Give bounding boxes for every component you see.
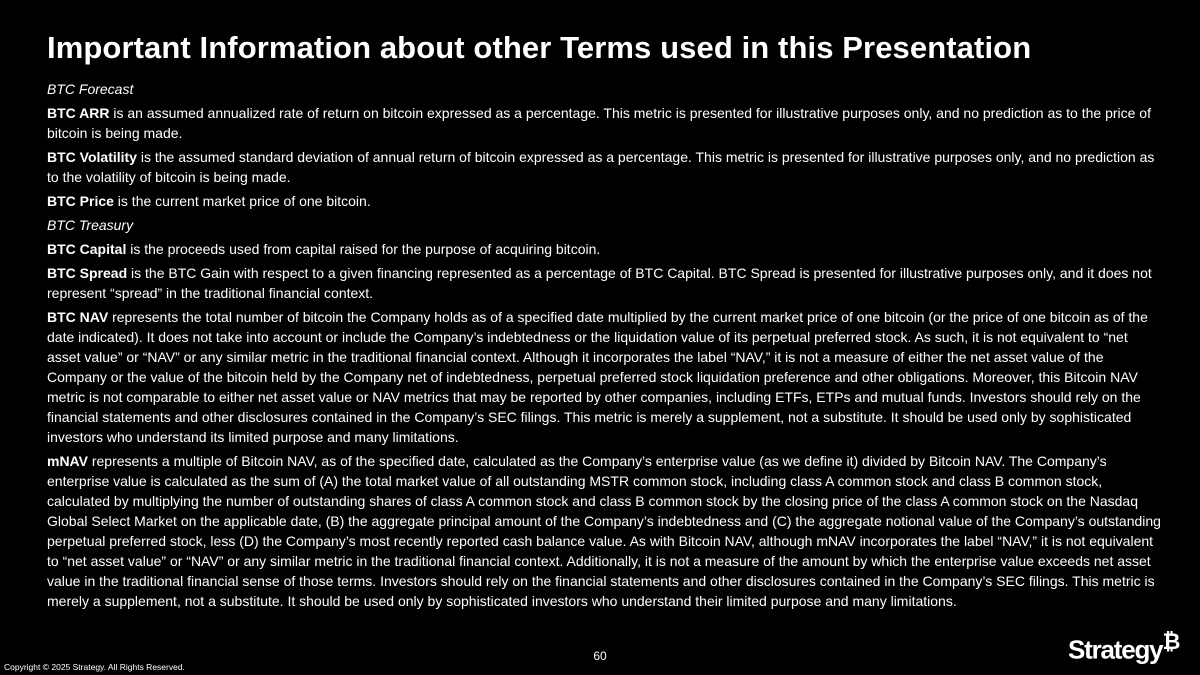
section-heading-btc-treasury: BTC Treasury	[47, 217, 134, 233]
term-definition: is the assumed standard deviation of annual return of bitcoin expressed as a percentage. This metric is presented for illustrative purposes only, and no prediction as to the volatility of bitcoin is being made.	[47, 149, 1155, 185]
term-definition: represents the total number of bitcoin the Company holds as of a specified date multiplied by the current market price of one bitcoin (or the price of one bitcoin as of the date indicated). It does not take into account or include the Company’s indebtedness or the liquidation value of its perpetual preferred stock. As such, it is not equivalent to “net asset value” or “NAV” or any similar metric in the traditional financial context. Although it incorporates the label “NAV,” it is not a measure of either the net asset value of the Company or the value of the bitcoin held by the Company net of indebtedness, perpetual preferred stock liquidation preference and other obligations. Moreover, this Bitcoin NAV metric is not comparable to either net asset value or NAV metrics that may be reported by other companies, including ETFs, ETPs and mutual funds. Investors should rely on the financial statements and other disclosures contained in the Company’s SEC filings. This metric is merely a supplement, not a substitute. It should be used only by sophisticated investors who understand its limited purpose and many limitations.	[47, 309, 1148, 445]
logo-wordmark: Strategy	[1068, 634, 1163, 665]
term-label: BTC Spread	[47, 265, 128, 281]
definition-btc-arr	[47, 103, 1162, 143]
term-label: BTC Volatility	[47, 149, 137, 165]
term-definition: is the current market price of one bitcoin.	[113, 193, 371, 209]
bitcoin-mark-icon: ₿	[1162, 629, 1181, 654]
term-definition: is an assumed annualized rate of return on bitcoin expressed as a percentage. This metric is presented for illustrative purposes only, and no prediction as to the price of bitcoin is being made.	[47, 105, 1151, 141]
page-title: Important Information about other Terms used in this Presentation	[47, 30, 1032, 65]
definition-mnav	[47, 451, 1162, 611]
term-label: BTC Price	[47, 193, 114, 209]
section-heading-btc-forecast: BTC Forecast	[47, 81, 134, 97]
term-label: mNAV	[47, 453, 88, 469]
term-label: BTC NAV	[47, 309, 109, 325]
term-definition: represents a multiple of Bitcoin NAV, as of the specified date, calculated as the Company’s enterprise value (as we define it) divided by Bitcoin NAV. The Company’s enterprise value is calculated as the sum of (A) the total market value of all outstanding MSTR common stock, including class A common stock and class B common stock, calculated by multiplying the number of outstanding shares of class A common stock and class B common stock by the closing price of the class A common stock on the Nasdaq Global Select Market on the applicable date, (B) the aggregate principal amount of the Company’s indebtedness and (C) the aggregate notional value of the Company’s outstanding perpetual preferred stock, less (D) the Company’s most recently reported cash balance value. As with Bitcoin NAV, although mNAV incorporates the label “NAV,” it is not equivalent to “net asset value” or “NAV” or any similar metric in the traditional financial context. Additionally, it is not a measure of the amount by which the enterprise value exceeds net asset value in the traditional financial sense of those terms. Investors should rely on the financial statements and other disclosures contained in the Company’s SEC filings. This metric is merely a supplement, not a substitute. It should be used only by sophisticated investors who understand their limited purpose and many limitations.	[47, 453, 1161, 609]
term-label: BTC Capital	[47, 241, 127, 257]
definition-btc-price	[47, 191, 1162, 211]
term-definition: is the BTC Gain with respect to a given financing represented as a percentage of BTC Capital. BTC Spread is presented for illustrative purposes only, and it does not represent “spread” in the traditional financial context.	[47, 265, 1152, 301]
term-definition: is the proceeds used from capital raised for the purpose of acquiring bitcoin.	[126, 241, 601, 257]
document-body	[47, 79, 1162, 615]
definition-btc-nav	[47, 307, 1162, 447]
strategy-logo	[1068, 627, 1180, 665]
definition-btc-volatility	[47, 147, 1162, 187]
definition-btc-spread	[47, 263, 1162, 303]
definition-btc-capital	[47, 239, 1162, 259]
page-number: 60	[593, 649, 607, 663]
copyright-notice: Copyright © 2025 Strategy. All Rights Reserved.	[4, 662, 185, 672]
term-label: BTC ARR	[47, 105, 110, 121]
